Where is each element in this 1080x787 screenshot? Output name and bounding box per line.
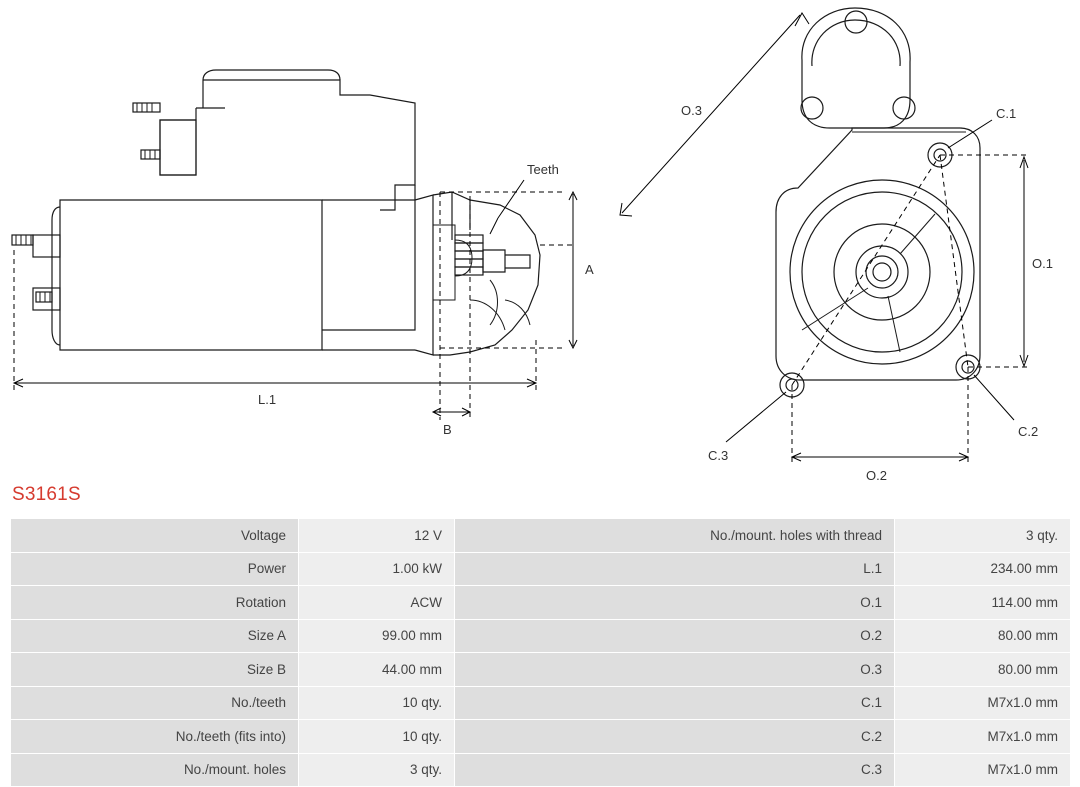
label-size-a: A	[585, 262, 594, 277]
label-size-b: B	[443, 422, 452, 437]
spec-label: Voltage	[11, 519, 299, 553]
label-c1: C.1	[996, 106, 1017, 121]
spec-label: No./teeth (fits into)	[11, 720, 299, 754]
table-row	[11, 619, 1071, 653]
spec-label: Size B	[11, 653, 299, 687]
dimension-b	[433, 408, 470, 437]
spec-label: No./teeth	[11, 686, 299, 720]
spec-label: Power	[11, 552, 299, 586]
spec-label: No./mount. holes with thread	[455, 519, 895, 553]
spec-label: C.1	[455, 686, 895, 720]
spec-value: 114.00 mm	[895, 586, 1071, 620]
spec-label: O.2	[455, 619, 895, 653]
spec-label: C.3	[455, 753, 895, 787]
table-row	[11, 586, 1071, 620]
spec-value: 10 qty.	[299, 720, 455, 754]
label-length-l1: L.1	[258, 392, 277, 407]
dimension-o3	[620, 13, 809, 216]
spec-value: 1.00 kW	[299, 552, 455, 586]
table-row	[11, 552, 1071, 586]
spec-value: ACW	[299, 586, 455, 620]
starter-side-view	[12, 70, 594, 437]
label-o3: O.3	[681, 103, 702, 118]
spec-value: 234.00 mm	[895, 552, 1071, 586]
spec-label: O.3	[455, 653, 895, 687]
spec-label: No./mount. holes	[11, 753, 299, 787]
label-o1: O.1	[1032, 256, 1053, 271]
spec-value: 3 qty.	[299, 753, 455, 787]
label-teeth: Teeth	[527, 162, 559, 177]
table-row	[11, 686, 1071, 720]
table-row	[11, 653, 1071, 687]
callout-c1	[948, 106, 1016, 148]
dimension-o1	[1020, 157, 1053, 366]
spec-label: L.1	[455, 552, 895, 586]
label-c3: C.3	[708, 448, 729, 463]
part-title: S3161S	[12, 484, 81, 505]
callout-c3	[708, 392, 786, 463]
table-row	[11, 720, 1071, 754]
dimension-a	[569, 192, 594, 348]
specifications-table	[10, 518, 1071, 787]
spec-value: 99.00 mm	[299, 619, 455, 653]
spec-label: O.1	[455, 586, 895, 620]
spec-value: 12 V	[299, 519, 455, 553]
spec-value: 80.00 mm	[895, 653, 1071, 687]
spec-value: M7x1.0 mm	[895, 753, 1071, 787]
dimension-l1	[14, 250, 536, 407]
spec-label: C.2	[455, 720, 895, 754]
label-o2: O.2	[866, 468, 887, 480]
spec-label: Rotation	[11, 586, 299, 620]
spec-value: 10 qty.	[299, 686, 455, 720]
spec-value: 44.00 mm	[299, 653, 455, 687]
label-c2: C.2	[1018, 424, 1039, 439]
starter-end-view	[620, 8, 1053, 480]
dimension-o2	[792, 453, 968, 480]
callout-c2	[974, 375, 1038, 439]
spec-label: Size A	[11, 619, 299, 653]
spec-value: 3 qty.	[895, 519, 1071, 553]
spec-value: M7x1.0 mm	[895, 720, 1071, 754]
table-row	[11, 519, 1071, 553]
table-row	[11, 753, 1071, 787]
spec-value: 80.00 mm	[895, 619, 1071, 653]
spec-value: M7x1.0 mm	[895, 686, 1071, 720]
